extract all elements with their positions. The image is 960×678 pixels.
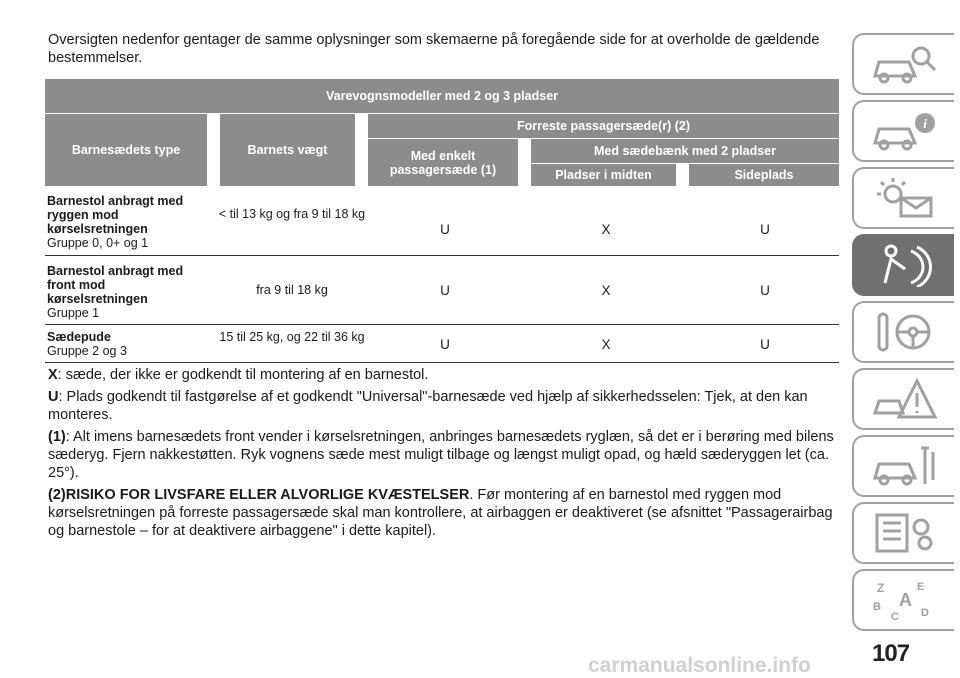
- header-side-seat: Sideplads: [689, 164, 839, 186]
- warning-lights-icon: [869, 176, 939, 220]
- seat-type-name: Sædepude: [47, 330, 111, 344]
- side-seat-value: U: [760, 337, 770, 352]
- note-2: [48, 486, 848, 540]
- header-child-weight: Barnets vægt: [220, 114, 355, 186]
- car-info-icon: [869, 109, 939, 153]
- car-search-icon: [869, 42, 939, 86]
- table-row: [45, 325, 839, 363]
- tab-service[interactable]: [852, 435, 954, 497]
- single-seat-value: U: [440, 283, 450, 298]
- table-row: [45, 186, 839, 256]
- svg-text:C: C: [891, 611, 899, 622]
- breakdown-warning-icon: [869, 377, 939, 421]
- note-x-text: : sæde, der ikke er godkendt til montering af en barnestol.: [57, 367, 429, 383]
- tab-starting-driving[interactable]: [852, 301, 954, 363]
- note-2-text: . Før montering af en barnestol med ryggen mod kørselsretningen på forreste passagersæde skal man kontrollere, at airbaggen er deaktiveret (se afsnittet "Passagerairbag og barnestole – for at deaktivere airbaggene" i dette kapitel).: [48, 487, 833, 539]
- header-single-seat: Med enkelt passagersæde (1): [368, 139, 518, 186]
- middle-seat-value: X: [601, 283, 611, 298]
- side-seat-value: U: [760, 222, 770, 237]
- seat-type-group: Gruppe 1: [47, 306, 100, 320]
- svg-text:A: A: [899, 590, 912, 610]
- note-1-text: : Alt imens barnesædets front vender i kørselsretningen, anbringes barnesædets ryglæn, så det er i berøring med bilens sæderyg. Fjern nakkestøtten. Ryk vognens sæde mest muligt tilbage og længst muligt opad, og hæld sæderyggen let (ca. 25°).: [48, 429, 834, 481]
- header-child-seat-type: Barnesædets type: [45, 114, 207, 186]
- specifications-icon: [869, 511, 939, 555]
- weight-cell: < til 13 kg og fra 9 til 18 kg: [218, 207, 366, 221]
- header-two-seat-bench: Med sædebænk med 2 pladser: [531, 139, 839, 163]
- header-middle-seat: Pladser i midten: [531, 164, 676, 186]
- tab-warning-lights[interactable]: [852, 167, 954, 229]
- svg-text:i: i: [923, 116, 927, 131]
- note-u: [48, 388, 848, 424]
- svg-text:B: B: [873, 601, 881, 613]
- table-title: Varevognsmodeller med 2 og 3 pladser: [45, 79, 839, 113]
- note-u-text: : Plads godkendt til fastgørelse af et godkendt "Universal"-barnesæde ved hjælp af sikkerhedsselen: Tjek, at den kan monteres.: [48, 389, 808, 423]
- car-service-icon: [869, 444, 939, 488]
- weight-cell: 15 til 25 kg, og 22 til 36 kg: [219, 330, 365, 344]
- seat-airbag-icon: [869, 243, 939, 287]
- tab-safety[interactable]: [852, 234, 954, 296]
- note-x: [48, 366, 848, 384]
- note-x-key: X: [48, 367, 58, 383]
- weight-cell: fra 9 til 18 kg: [256, 283, 328, 297]
- svg-text:Z: Z: [877, 581, 885, 595]
- middle-seat-value: X: [601, 337, 611, 352]
- tab-car-overview[interactable]: [852, 33, 954, 95]
- seat-type-group: Gruppe 2 og 3: [47, 344, 127, 358]
- svg-text:D: D: [921, 607, 929, 619]
- tab-instruments[interactable]: [852, 100, 954, 162]
- single-seat-value: U: [440, 222, 450, 237]
- page-number: 107: [872, 640, 910, 667]
- table-row: [45, 256, 839, 325]
- middle-seat-value: X: [601, 222, 611, 237]
- tab-index[interactable]: [852, 569, 954, 631]
- seat-type-name: Barnestol anbragt med front mod kørselsretningen: [47, 264, 184, 306]
- table-notes: [48, 366, 848, 544]
- tab-specifications[interactable]: [852, 502, 954, 564]
- single-seat-value: U: [440, 337, 450, 352]
- watermark: carmanualsonline.info: [588, 654, 811, 677]
- note-1-key: (1): [48, 429, 66, 445]
- intro-paragraph: Oversigten nedenfor gentager de samme oplysninger som skemaerne på foregående side for at overholde de gældende bestemmelser.: [48, 32, 820, 66]
- note-1: [48, 428, 848, 482]
- svg-text:E: E: [917, 581, 925, 593]
- note-u-key: U: [48, 389, 59, 405]
- header-front-passenger-seats: Forreste passagersæde(r) (2): [368, 114, 839, 138]
- tab-emergency[interactable]: [852, 368, 954, 430]
- alphabetical-index-icon: [869, 578, 939, 622]
- steering-key-icon: [869, 310, 939, 354]
- side-seat-value: U: [760, 283, 770, 298]
- note-2-key: (2)RISIKO FOR LIVSFARE ELLER ALVORLIGE KVÆSTELSER: [48, 487, 470, 503]
- seat-type-name: Barnestol anbragt med ryggen mod kørselsretningen: [47, 194, 184, 236]
- seat-type-group: Gruppe 0, 0+ og 1: [47, 236, 149, 250]
